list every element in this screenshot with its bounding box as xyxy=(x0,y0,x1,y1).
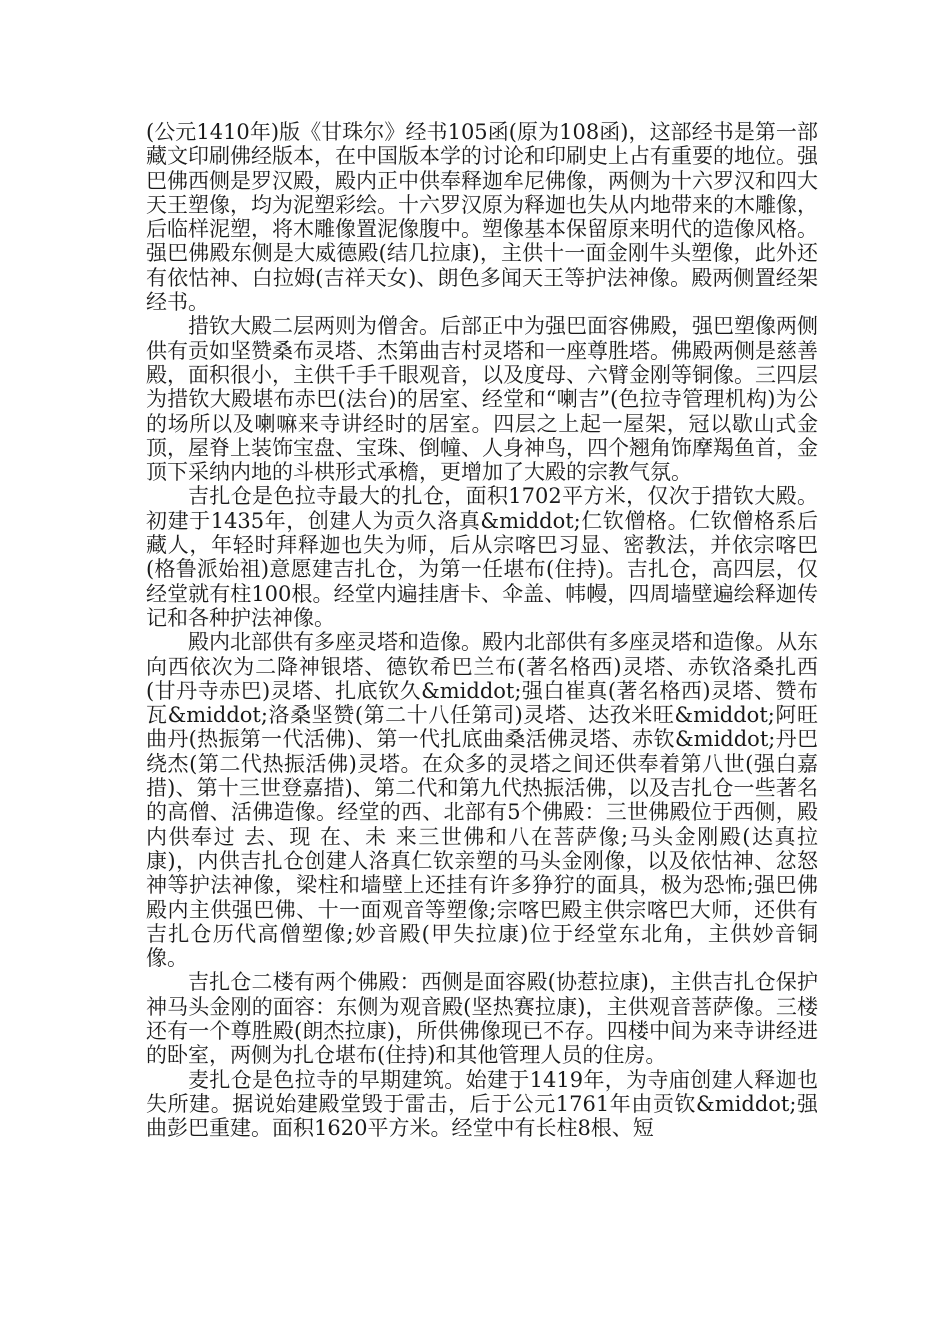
paragraph-me-college: 麦扎仓是色拉寺的早期建筑。始建于1419年，为寺庙创建人释迦也失所建。据说始建殿堂毁于雷击，后于公元1761年由贡钦&middot;强曲彭巴重建。面积1620平方米。经堂中有长柱8根、短 xyxy=(146,1067,818,1141)
paragraph-stupas-and-chapels: 殿内北部供有多座灵塔和造像。殿内北部供有多座灵塔和造像。从东向西依次为二降神银塔、德钦希巴兰布(著名格西)灵塔、赤钦洛桑扎西(甘丹寺赤巴)灵塔、扎底钦久&middot;强白崔真(著名格西)灵塔、赞布瓦&middot;洛桑坚赞(第二十八任第司)灵塔、达孜米旺&middot;阿旺曲丹(热振第一代活佛)、第一代扎底曲桑活佛灵塔、赤钦&middot;丹巴绕杰(第二代热振活佛)灵塔。在众多的灵塔之间还供奉着第八世(强白嘉措)、第十三世登嘉措)、第二代和第九代热振活佛，以及吉扎仓一些著名的高僧、活佛造像。经堂的西、北部有5个佛殿：三世佛殿位于西侧，殿内供奉过 去、现 在、未 来三世佛和八在菩萨像;马头金刚殿(达真拉康)，内供吉扎仓创建人洛真仁钦亲塑的马头金刚像，以及依怙神、忿怒神等护法神像，梁柱和墙壁上还挂有许多狰狞的面具，极为恐怖;强巴佛殿内主供强巴佛、十一面观音等塑像;宗喀巴殿主供宗喀巴大师，还供有吉扎仓历代高僧塑像;妙音殿(甲失拉康)位于经堂东北角，主供妙音铜像。 xyxy=(146,630,818,971)
paragraph-continued: (公元1410年)版《甘珠尔》经书105函(原为108函)，这部经书是第一部藏文印刷佛经版本，在中国版本学的讨论和印刷史上占有重要的地位。强巴佛西侧是罗汉殿，殿内正中供奉释迦牟尼佛像，两侧为十六罗汉和四大天王塑像，均为泥塑彩绘。十六罗汉原为释迦也失从内地带来的木雕像，后临样泥塑，将木雕像置泥像腹中。塑像基本保留原来明代的造像风格。强巴佛殿东侧是大威德殿(结几拉康)，主供十一面金刚牛头塑像，此外还有依怙神、白拉姆(吉祥天女)、朗色多闻天王等护法神像。殿两侧置经架经书。 xyxy=(146,120,818,315)
paragraph-main-hall-upper-floors: 措钦大殿二层两则为僧舍。后部正中为强巴面容佛殿，强巴塑像两侧供有贡如坚赞桑布灵塔、杰第曲吉村灵塔和一座尊胜塔。佛殿两侧是慈善殿，面积很小，主供千手千眼观音，以及度母、六臂金刚等铜像。三四层为措钦大殿堪布赤巴(法台)的居室、经堂和“喇吉”(色拉寺管理机构)为公的场所以及喇嘛来寺讲经时的居室。四层之上起一屋架，冠以歇山式金顶，屋脊上装饰宝盘、宝珠、倒幢、人身神鸟，四个翘角饰摩羯鱼首，金顶下采纳内地的斗栱形式承檐，更增加了大殿的宗教气氛。 xyxy=(146,314,818,485)
paragraph-ji-college-upper-floors: 吉扎仓二楼有两个佛殿：西侧是面容殿(协惹拉康)，主供吉扎仓保护神马头金刚的面容：东侧为观音殿(坚热赛拉康)，主供观音菩萨像。三楼还有一个尊胜殿(朗杰拉康)，所供佛像现已不存。四楼中间为来寺讲经进的卧室，两侧为扎仓堪布(住持)和其他管理人员的住房。 xyxy=(146,970,818,1068)
body-text xyxy=(146,120,818,1140)
paragraph-ji-college: 吉扎仓是色拉寺最大的扎仓，面积1702平方米，仅次于措钦大殿。初建于1435年，创建人为贡久洛真&middot;仁钦僧格。仁钦僧格系后藏人，年轻时拜释迦也失为师，后从宗喀巴习显、密教法，并依宗喀巴(格鲁派始祖)意愿建吉扎仓，为第一任堪布(住持)。吉扎仓，高四层，仅经堂就有柱100根。经堂内遍挂唐卡、伞盖、帏幔，四周墙壁遍绘释迦传记和各种护法神像。 xyxy=(146,484,818,630)
